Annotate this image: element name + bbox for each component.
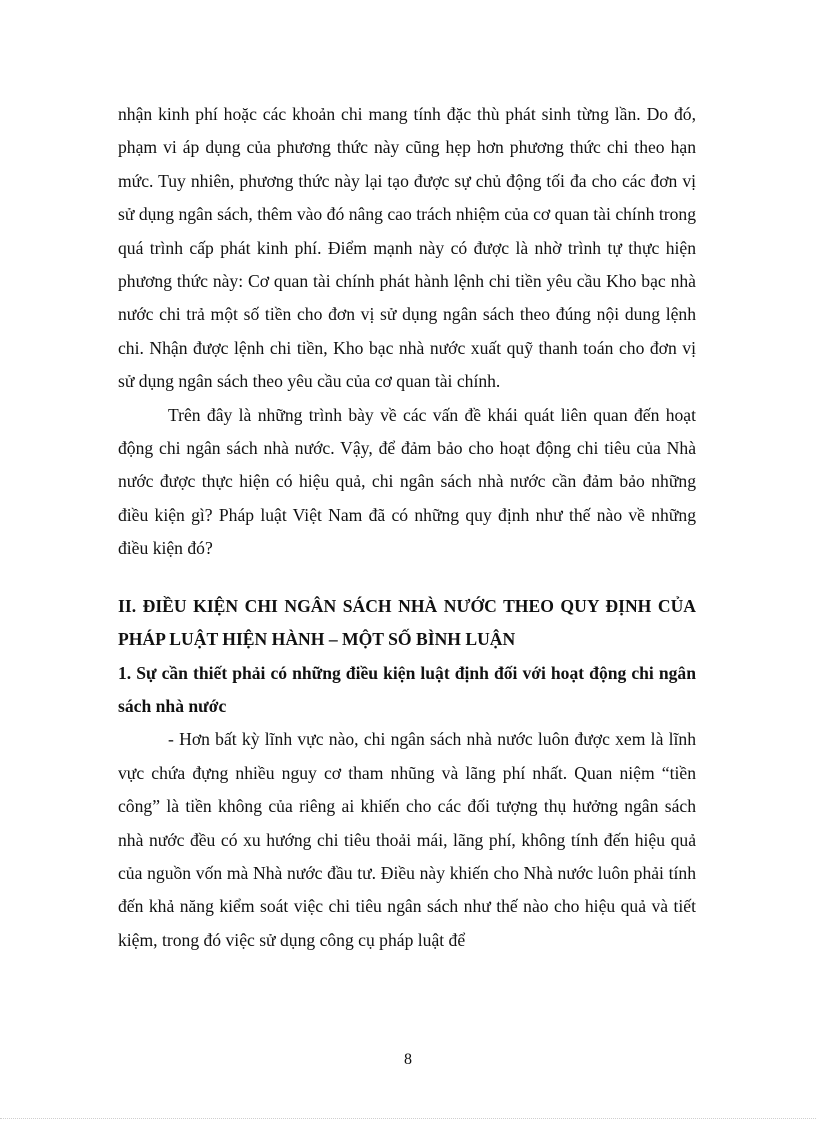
spacer	[118, 566, 696, 590]
subsection-heading: 1. Sự cần thiết phải có những điều kiện luật định đối với hoạt động chi ngân sách nhà nước	[118, 662, 696, 716]
page-number: 8	[404, 1051, 412, 1068]
page-bottom-divider	[0, 1118, 816, 1119]
paragraph-summary: Trên đây là những trình bày về các vấn đề khái quát liên quan đến hoạt động chi ngân sách nhà nước. Vậy, để đảm bảo cho hoạt động chi tiêu của Nhà nước được thực hiện có hiệu quả, chi ngân sách nhà nước cần đảm bảo những điều kiện gì? Pháp luật Việt Nam đã có những quy định như thế nào về những điều kiện đó?	[118, 404, 696, 559]
paragraph-necessity: - Hơn bất kỳ lĩnh vực nào, chi ngân sách nhà nước luôn được xem là lĩnh vực chứa đựng nhiều nguy cơ tham nhũng và lãng phí nhất. Quan niệm “tiền công” là tiền không của riêng ai khiến cho các đối tượng thụ hưởng ngân sách nhà nước đều có xu hướng chi tiêu thoải mái, lãng phí, không tính đến hiệu quả của nguồn vốn mà Nhà nước đầu tư. Điều này khiến cho Nhà nước luôn phải tính đến khả năng kiểm soát việc chi tiêu ngân sách như thế nào cho hiệu quả và tiết kiệm, trong đó việc sử dụng công cụ pháp luật để	[118, 729, 696, 950]
section-heading: II. ĐIỀU KIỆN CHI NGÂN SÁCH NHÀ NƯỚC THEO QUY ĐỊNH CỦA PHÁP LUẬT HIỆN HÀNH – MỘT SỐ BÌNH LUẬN	[118, 595, 696, 650]
page-body	[118, 98, 696, 957]
paragraph-payment-method: nhận kinh phí hoặc các khoản chi mang tính đặc thù phát sinh từng lần. Do đó, phạm vi áp dụng của phương thức này cũng hẹp hơn phương thức chi theo hạn mức. Tuy nhiên, phương thức này lại tạo được sự chủ động tối đa cho các đơn vị sử dụng ngân sách, thêm vào đó nâng cao trách nhiệm của cơ quan tài chính trong quá trình cấp phát kinh phí. Điểm mạnh này có được là nhờ trình tự thực hiện phương thức này: Cơ quan tài chính phát hành lệnh chi tiền yêu cầu Kho bạc nhà nước chi trả một số tiền cho đơn vị sử dụng ngân sách theo đúng nội dung lệnh chi. Nhận được lệnh chi tiền, Kho bạc nhà nước xuất quỹ thanh toán cho đơn vị sử dụng ngân sách theo yêu cầu của cơ quan tài chính.	[118, 104, 696, 392]
